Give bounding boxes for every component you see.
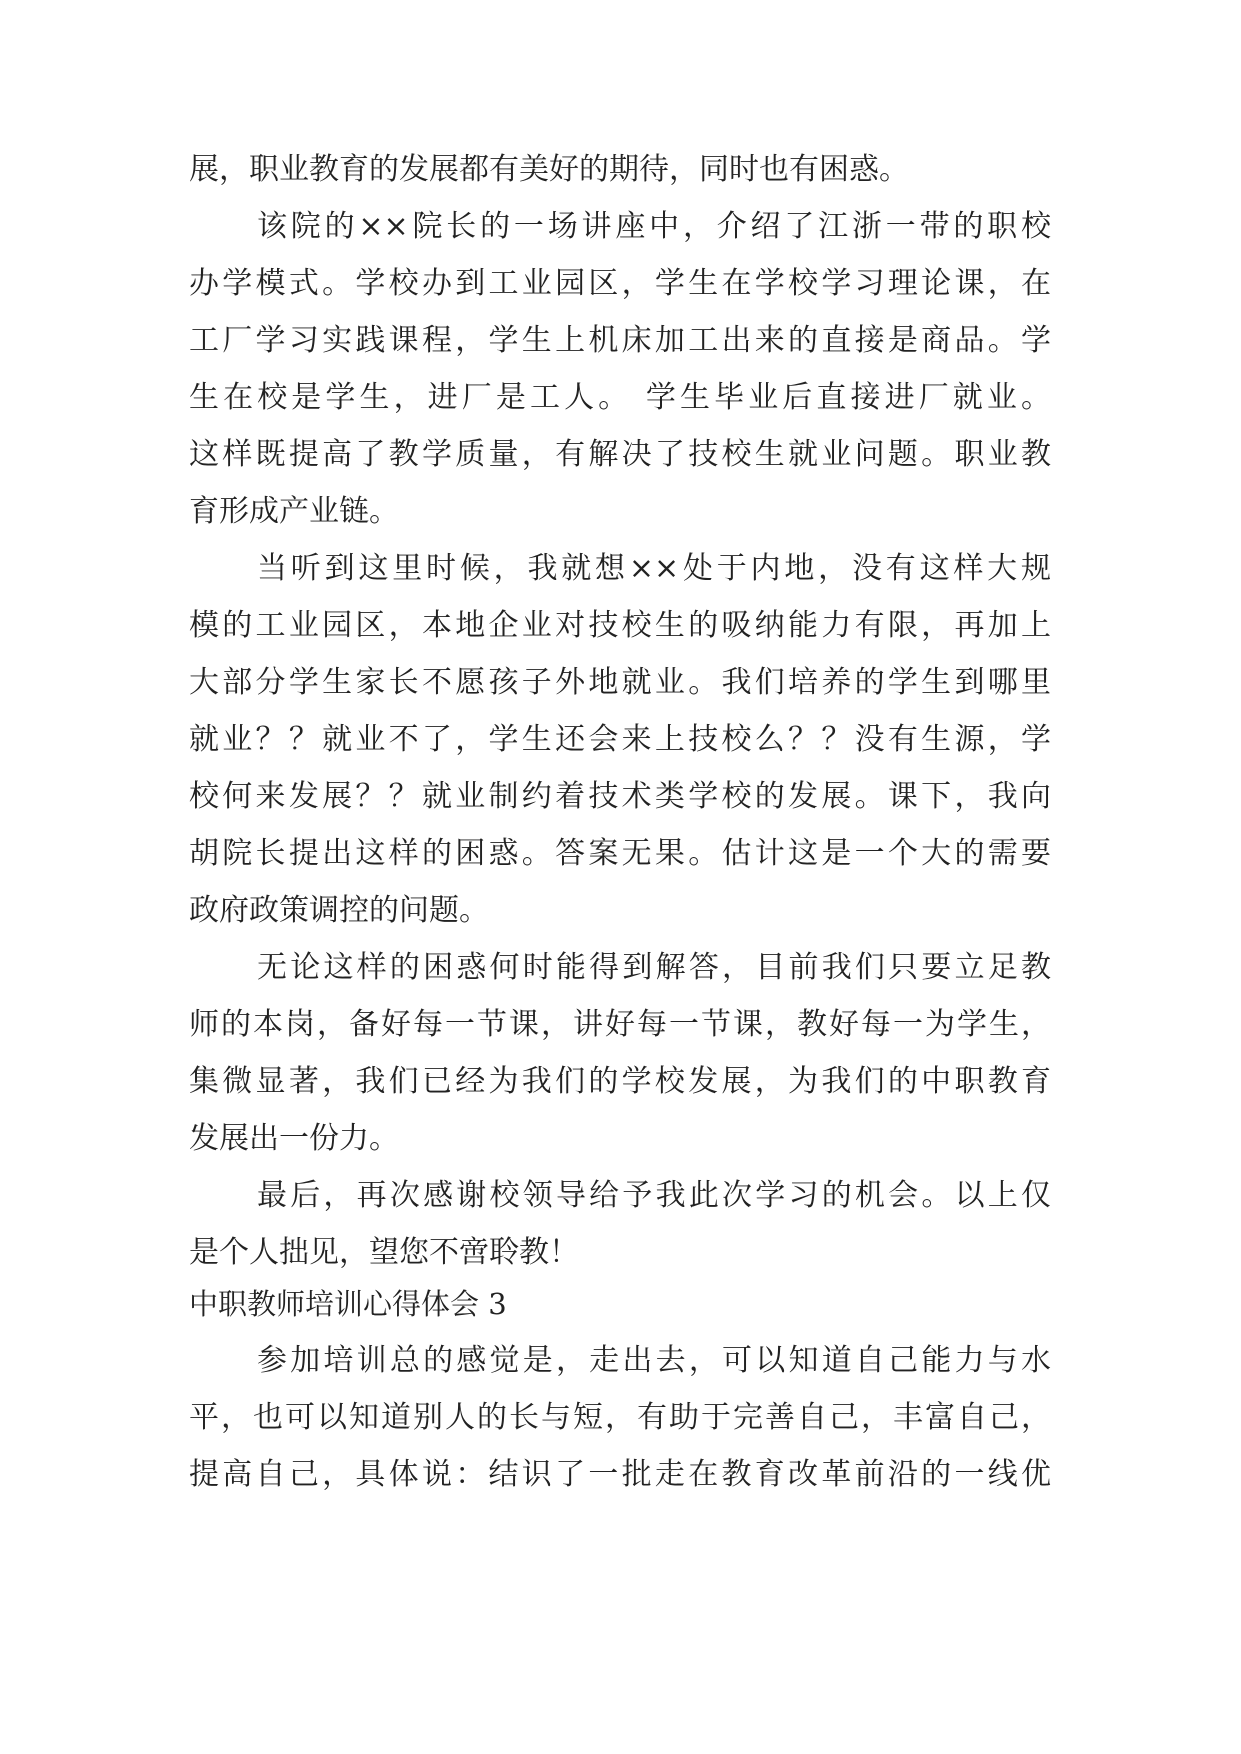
paragraph-line: 政府政策调控的问题。	[189, 893, 489, 928]
paragraph-line: 办学模式。学校办到工业园区，学生在学校学习理论课，在	[189, 266, 1051, 301]
paragraph-line: 工厂学习实践课程，学生上机床加工出来的直接是商品。学	[189, 323, 1051, 358]
paragraph-line: 当听到这里时候，我就想××处于内地，没有这样大规	[257, 551, 1051, 586]
paragraph-line: 参加培训总的感觉是，走出去，可以知道自己能力与水	[257, 1343, 1051, 1378]
paragraph-line: 校何来发展？？就业制约着技术类学校的发展。课下，我向	[189, 779, 1051, 814]
paragraph-line: 胡院长提出这样的困惑。答案无果。估计这是一个大的需要	[189, 836, 1051, 871]
paragraph-line: 师的本岗，备好每一节课，讲好每一节课，教好每一为学生，	[189, 1007, 1051, 1042]
paragraph-line: 集微显著，我们已经为我们的学校发展，为我们的中职教育	[189, 1064, 1051, 1099]
paragraph-line: 育形成产业链。	[189, 494, 399, 529]
paragraph-line: 提高自己，具体说：结识了一批走在教育改革前沿的一线优	[189, 1457, 1051, 1492]
paragraph-line: 无论这样的困惑何时能得到解答，目前我们只要立足教	[257, 950, 1051, 985]
paragraph-line: 该院的××院长的一场讲座中，介绍了江浙一带的职校	[257, 209, 1051, 244]
paragraph-line: 是个人拙见，望您不啻聆教！	[189, 1235, 579, 1270]
paragraph-line: 平，也可以知道别人的长与短，有助于完善自己，丰富自己，	[189, 1400, 1051, 1435]
paragraph-line: 展，职业教育的发展都有美好的期待，同时也有困惑。	[189, 152, 909, 187]
paragraph-line: 大部分学生家长不愿孩子外地就业。我们培养的学生到哪里	[189, 665, 1051, 700]
paragraph-line: 模的工业园区，本地企业对技校生的吸纳能力有限，再加上	[189, 608, 1051, 643]
paragraph-line: 这样既提高了教学质量，有解决了技校生就业问题。职业教	[189, 437, 1051, 472]
paragraph-line: 最后，再次感谢校领导给予我此次学习的机会。以上仅	[257, 1178, 1051, 1213]
paragraph-line: 生在校是学生，进厂是工人。 学生毕业后直接进厂就业。	[189, 380, 1051, 415]
paragraph-line: 就业？？就业不了，学生还会来上技校么？？没有生源，学	[189, 722, 1051, 757]
paragraph-line: 发展出一份力。	[189, 1121, 399, 1156]
section-heading: 中职教师培训心得体会 3	[189, 1287, 507, 1321]
